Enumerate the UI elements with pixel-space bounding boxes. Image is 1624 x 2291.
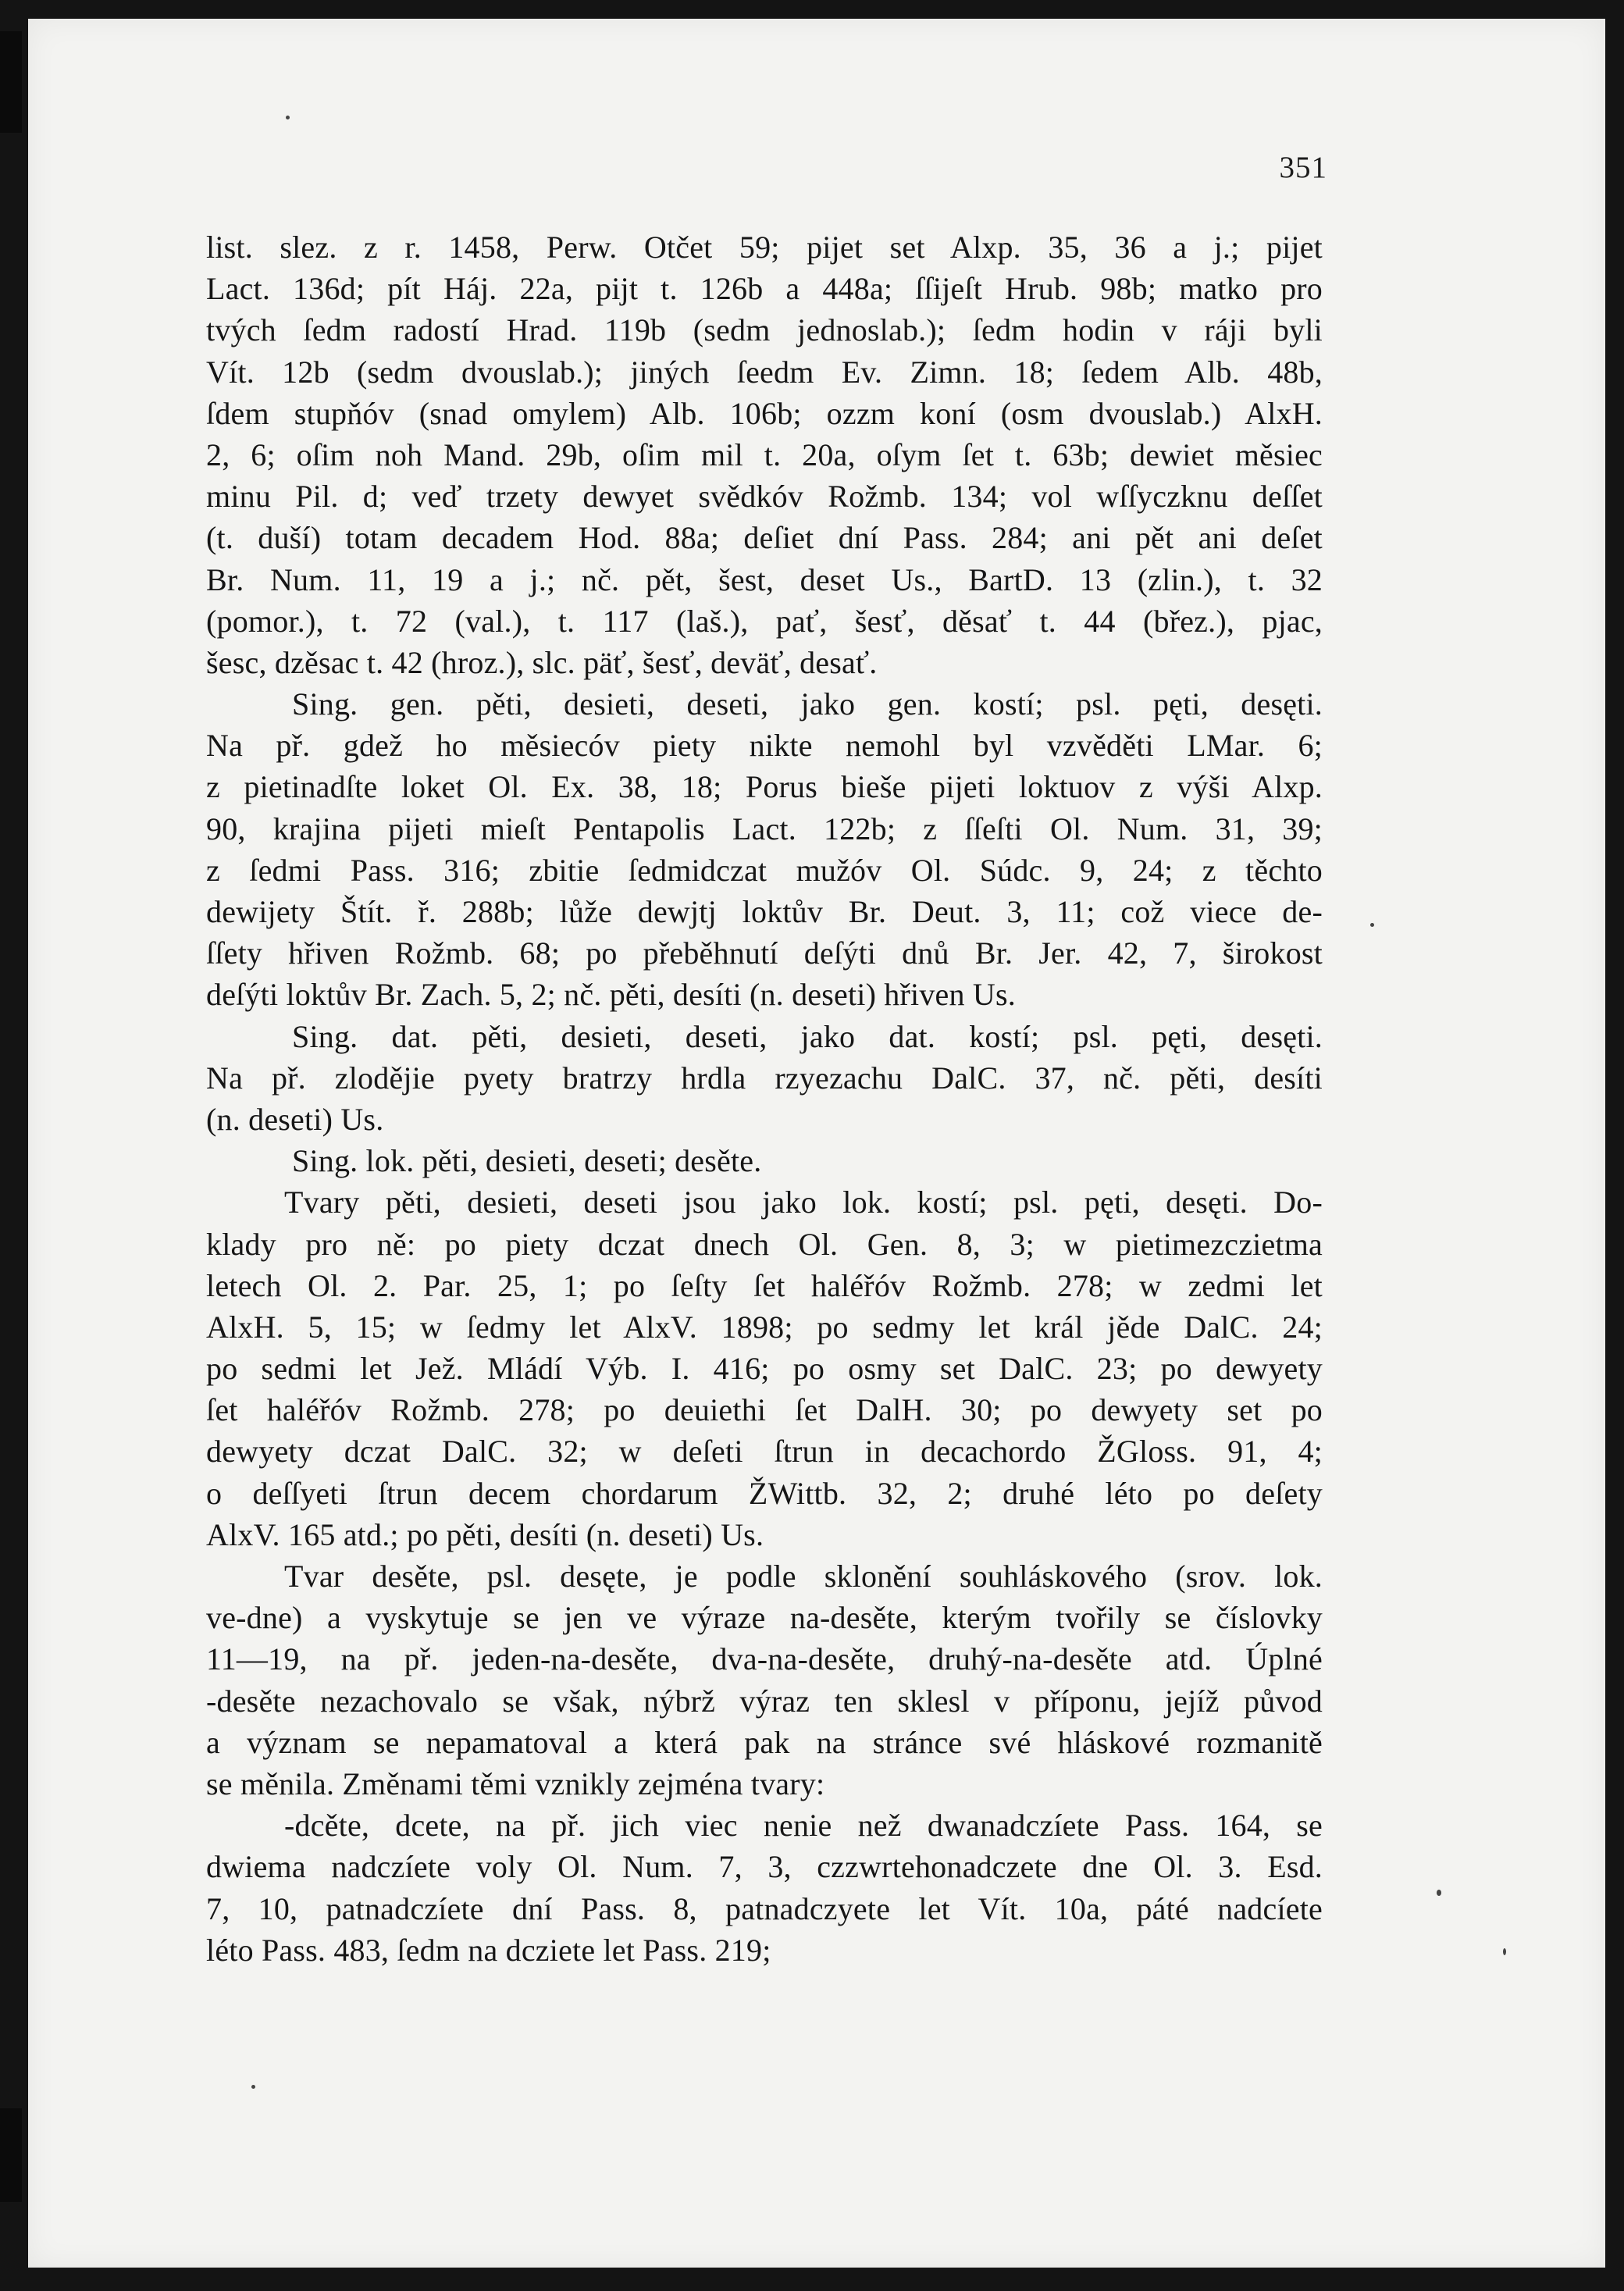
text-line: Br. Num. 11, 19 a j.; nč. pět, šest, deset Us., BartD. 13 (zlin.), t. 32 bbox=[206, 561, 1323, 597]
text-line: 11—19, na př. jeden-na-desěte, dva-na-desěte, druhý-na-desěte atd. Úplné bbox=[206, 1641, 1323, 1677]
text-line: 7, 10, patnadczíete dní Pass. 8, patnadczyete let Vít. 10a, páté nadcíete bbox=[206, 1890, 1323, 1926]
text-line: Na př. gdež ho měsiecóv piety nikte nemohl byl vzvěděti LMar. 6; bbox=[206, 728, 1323, 764]
text-line: 2, 6; oſim noh Mand. 29b, oſim mil t. 20a, oſym ſet t. 63b; dewiet měsiec bbox=[206, 436, 1323, 472]
text-line: 90, krajina pijeti mieſt Pentapolis Lact. 122b; z ſſeſti Ol. Num. 31, 39; bbox=[206, 811, 1323, 846]
text-line: tvých ſedm radostí Hrad. 119b (sedm jednoslab.); ſedm hodin v ráji byli bbox=[206, 312, 1323, 348]
text-line: ſdem stupňóv (snad omylem) Alb. 106b; ozzm koní (osm dvouslab.) AlxH. bbox=[206, 395, 1323, 431]
text-line: Lact. 136d; pít Háj. 22a, pijt t. 126b a 448a; ſſijeſt Hrub. 98b; matko pro bbox=[206, 271, 1323, 307]
text-line: -desěte nezachovalo se však, nýbrž výraz ten sklesl v příponu, jejíž původ bbox=[206, 1683, 1323, 1719]
text-line: AlxV. 165 atd.; po pěti, desíti (n. deseti) Us. bbox=[206, 1516, 764, 1552]
section-heading-sing-dat: Sing. dat. pěti, desieti, deseti, jako dat. kostí; psl. pęti, desęti. bbox=[292, 1018, 1323, 1054]
text-line: Tvary pěti, desieti, deseti jsou jako lok. kostí; psl. pęti, desęti. Do- bbox=[284, 1185, 1323, 1220]
text-line: z ſedmi Pass. 316; zbitie ſedmidczat mužóv Ol. Súdc. 9, 24; z těchto bbox=[206, 852, 1323, 888]
text-line: léto Pass. 483, ſedm na dcziete let Pass. 219; bbox=[206, 1932, 771, 1968]
text-line: AlxH. 5, 15; w ſedmy let AlxV. 1898; po sedmy let král jěde DalC. 24; bbox=[206, 1309, 1323, 1345]
text-line: dewijety Štít. ř. 288b; lůže dewjtj loktův Br. Deut. 3, 11; což viece de- bbox=[206, 894, 1323, 929]
scan-speck bbox=[1437, 1890, 1441, 1896]
text-line: ve-dne) a vyskytuje se jen ve výraze na-desěte, kterým tvořily se číslovky bbox=[206, 1600, 1323, 1636]
scan-speck bbox=[251, 2085, 255, 2089]
text-line: (t. duší) totam decadem Hod. 88a; deſiet dní Pass. 284; ani pět ani deſet bbox=[206, 520, 1323, 556]
text-line: o deſſyeti ſtrun decem chordarum ŽWittb. 32, 2; druhé léto po deſety bbox=[206, 1475, 1323, 1511]
text-line: Vít. 12b (sedm dvouslab.); jiných ſeedm Ev. Zimn. 18; ſedem Alb. 48b, bbox=[206, 354, 1323, 390]
text-line: list. slez. z r. 1458, Perw. Otčet 59; pijet set Alxp. 35, 36 a j.; pijet bbox=[206, 230, 1323, 265]
text-line: z pietinadſte loket Ol. Ex. 38, 18; Porus bieše pijeti loktuov z výši Alxp. bbox=[206, 769, 1323, 805]
text-line: Tvar desěte, psl. desęte, je podle sklonění souhláskového (srov. lok. bbox=[284, 1559, 1323, 1594]
text-line: šesc, dzěsac t. 42 (hroz.), slc. päť, šesť, deväť, desať. bbox=[206, 644, 878, 680]
text-line: Na př. zlodějie pyety bratrzy hrdla rzyezachu DalC. 37, nč. pěti, desíti bbox=[206, 1060, 1323, 1096]
text-line: ſet haléřóv Rožmb. 278; po deuiethi ſet DalH. 30; po dewyety set po bbox=[206, 1392, 1323, 1428]
text-line: klady pro ně: po piety dczat dnech Ol. Gen. 8, 3; w pietimezczietma bbox=[206, 1226, 1323, 1262]
text-line: letech Ol. 2. Par. 25, 1; po ſeſty ſet haléřóv Rožmb. 278; w zedmi let bbox=[206, 1267, 1323, 1303]
page-number: 351 bbox=[1279, 151, 1327, 184]
text-line: dwiema nadczíete voly Ol. Num. 7, 3, czzwrtehonadczete dne Ol. 3. Esd. bbox=[206, 1849, 1323, 1885]
text-line: minu Pil. d; veď trzety dewyet svědkóv Rožmb. 134; vol wſſyczknu deſſet bbox=[206, 479, 1323, 515]
text-line: dewyety dczat DalC. 32; w deſeti ſtrun in decachordo ŽGloss. 91, 4; bbox=[206, 1434, 1323, 1470]
text-line: deſýti loktův Br. Zach. 5, 2; nč. pěti, desíti (n. deseti) hřiven Us. bbox=[206, 977, 1016, 1013]
section-heading-sing-gen: Sing. gen. pěti, desieti, deseti, jako gen. kostí; psl. pęti, desęti. bbox=[292, 686, 1323, 722]
text-line: ſſety hřiven Rožmb. 68; po přeběhnutí deſýti dnů Br. Jer. 42, 7, širokost bbox=[206, 935, 1323, 971]
text-line: po sedmi let Jež. Mládí Výb. I. 416; po osmy set DalC. 23; po dewyety bbox=[206, 1351, 1323, 1387]
scan-speck bbox=[1503, 1948, 1506, 1955]
text-line: -dcěte, dcete, na př. jich viec nenie než dwanadczíete Pass. 164, se bbox=[284, 1808, 1323, 1844]
text-line: (n. deseti) Us. bbox=[206, 1101, 384, 1137]
spine-shadow-bottom bbox=[0, 2108, 22, 2202]
scan-speck bbox=[286, 116, 290, 119]
spine-shadow-top bbox=[0, 31, 22, 133]
text-line: (pomor.), t. 72 (val.), t. 117 (laš.), pať, šesť, děsať t. 44 (břez.), pjac, bbox=[206, 603, 1323, 639]
scan-speck bbox=[1370, 923, 1374, 927]
page-body-text bbox=[206, 226, 1323, 1971]
text-line: se měnila. Změnami těmi vznikly zejména tvary: bbox=[206, 1765, 825, 1801]
section-heading-sing-lok: Sing. lok. pěti, desieti, deseti; desěte. bbox=[292, 1143, 762, 1179]
text-line: a význam se nepamatoval a která pak na stránce své hláskové rozmanitě bbox=[206, 1724, 1323, 1760]
